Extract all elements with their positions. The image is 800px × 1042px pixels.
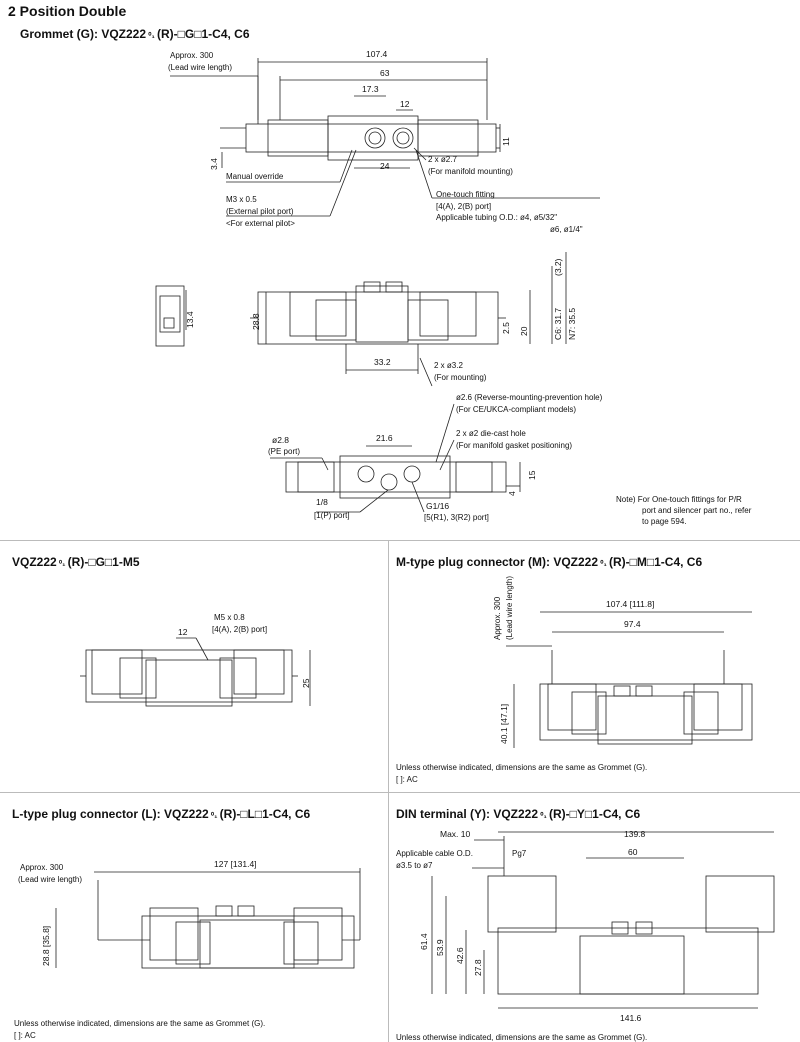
- grommet-title-tail: (R)-□G□1-C4, C6: [157, 27, 250, 41]
- dim-din-61: 61.4: [419, 933, 429, 950]
- dim-3-4: 3.4: [209, 158, 219, 170]
- dim-17-3: 17.3: [362, 84, 379, 94]
- label-for-mounting: (For mounting): [434, 373, 487, 382]
- grommet-title-sup: ⁰₁: [146, 31, 157, 40]
- mtype-title-head: M-type plug connector (M): VQZ222: [396, 555, 599, 569]
- dim-din-60: 60: [628, 847, 638, 857]
- label-g116: G1/16: [426, 501, 450, 511]
- ltype-approx: Approx. 300: [20, 863, 64, 872]
- dim-3-2: (3.2): [553, 258, 563, 276]
- din-title-tail: (R)-□Y□1-C4, C6: [549, 807, 641, 821]
- din-title: [396, 808, 640, 820]
- din-view: [432, 829, 774, 1008]
- note-line-3: to page 594.: [642, 517, 687, 526]
- grommet-bottom-view: [270, 404, 520, 512]
- dim-din-max10: Max. 10: [440, 829, 471, 839]
- m5-title-head: VQZ222: [12, 555, 57, 569]
- label-ce: (For CE/UKCA-compliant models): [456, 405, 577, 414]
- dim-12: 12: [400, 99, 410, 109]
- din-title-sup: ⁰₁: [538, 811, 549, 820]
- page-title: 2 Position Double: [8, 3, 127, 19]
- note-line-2: port and silencer part no., refer: [642, 506, 752, 515]
- label-m5: M5 x 0.8: [214, 613, 245, 622]
- label-ext-pilot: <For external pilot>: [226, 219, 295, 228]
- dim-13-4: 13.4: [185, 311, 195, 328]
- ltype-title-tail: (R)-□L□1-C4, C6: [219, 807, 311, 821]
- dim-m5-25: 25: [301, 678, 311, 688]
- mtype-note: Unless otherwise indicated, dimensions are the same as Grommet (G).: [396, 763, 648, 772]
- label-lead-length: (Lead wire length): [168, 63, 233, 72]
- ltype-lead: (Lead wire length): [18, 875, 83, 884]
- dim-n7: N7: 35.5: [567, 307, 577, 340]
- dim-21-6: 21.6: [376, 433, 393, 443]
- m5-view: [80, 638, 310, 706]
- m5-title: [12, 556, 140, 568]
- dim-15: 15: [527, 470, 537, 480]
- mtype-title: [396, 556, 702, 568]
- din-cable-2: ø3.5 to ø7: [396, 861, 433, 870]
- label-manual-override: Manual override: [226, 172, 284, 181]
- dim-din-141: 141.6: [620, 1013, 642, 1023]
- grommet-side-view: [156, 252, 566, 386]
- label-gasket: (For manifold gasket positioning): [456, 441, 573, 450]
- ltype-title: [12, 808, 310, 820]
- ltype-note: Unless otherwise indicated, dimensions are the same as Grommet (G).: [14, 1019, 266, 1028]
- dim-ltype-127: 127 [131.4]: [214, 859, 257, 869]
- label-p18: 1/8: [316, 497, 328, 507]
- dim-c6: C6: 31.7: [553, 307, 563, 340]
- label-pe-port: (PE port): [268, 447, 301, 456]
- dim-2-5: 2.5: [501, 322, 511, 334]
- dim-33-2: 33.2: [374, 357, 391, 367]
- label-tubing: Applicable tubing O.D.: ø4, ø5/32": [436, 213, 558, 222]
- label-2x-27: 2 x ø2.7: [428, 155, 457, 164]
- dim-63: 63: [380, 68, 390, 78]
- dim-mtype-97: 97.4: [624, 619, 641, 629]
- m-type-view: [506, 612, 752, 748]
- mtype-lead: (Lead wire length): [505, 575, 514, 640]
- dim-4: 4: [507, 491, 517, 496]
- label-m3: M3 x 0.5: [226, 195, 257, 204]
- mtype-title-sup: ⁰₁: [598, 559, 609, 568]
- label-ports-42: [4(A), 2(B) port]: [436, 202, 492, 211]
- dim-din-27: 27.8: [473, 959, 483, 976]
- l-type-view: [56, 868, 360, 968]
- label-tubing2: ø6, ø1/4": [550, 225, 583, 234]
- m5-title-sup: ⁰₁: [56, 559, 68, 568]
- label-manifold-mount: (For manifold mounting): [428, 167, 513, 176]
- label-ext-port: (External pilot port): [226, 207, 294, 216]
- label-d28: ø2.8: [272, 435, 290, 445]
- dim-ltype-28: 28.8 [35.8]: [41, 925, 51, 966]
- din-cable: Applicable cable O.D.: [396, 849, 473, 858]
- grommet-top-view: [170, 58, 600, 216]
- dim-m5-12: 12: [178, 627, 188, 637]
- label-approx-300: Approx. 300: [170, 51, 214, 60]
- m5-title-tail: (R)-□G□1-M5: [67, 555, 140, 569]
- label-d2: 2 x ø2 die-cast hole: [456, 429, 526, 438]
- label-m5-ports: [4(A), 2(B) port]: [212, 625, 268, 634]
- mtype-title-tail: (R)-□M□1-C4, C6: [608, 555, 703, 569]
- dim-din-139: 139.8: [624, 829, 646, 839]
- ltype-title-head: L-type plug connector (L): VQZ222: [12, 807, 209, 821]
- din-title-head: DIN terminal (Y): VQZ222: [396, 807, 539, 821]
- label-d26: ø2.6 (Reverse-mounting-prevention hole): [456, 393, 603, 402]
- dim-din-53: 53.9: [435, 939, 445, 956]
- din-pg7: Pg7: [512, 849, 527, 858]
- label-onetouch: One-touch fitting: [436, 190, 495, 199]
- note-line-1: Note) For One-touch fittings for P/R: [616, 495, 742, 504]
- dim-24: 24: [380, 161, 390, 171]
- grommet-title: [20, 28, 250, 40]
- dim-mtype-107: 107.4 [111.8]: [606, 599, 655, 609]
- dim-din-42: 42.6: [455, 947, 465, 964]
- dim-28-8: 28.8: [251, 313, 261, 330]
- label-r-port: [5(R1), 3(R2) port]: [424, 513, 489, 522]
- grommet-title-head: Grommet (G): VQZ222: [20, 27, 147, 41]
- dim-mtype-40: 40.1 [47.1]: [499, 703, 509, 744]
- dim-20: 20: [519, 326, 529, 336]
- mtype-approx: Approx. 300: [493, 596, 502, 640]
- label-2x-32: 2 x ø3.2: [434, 361, 463, 370]
- ltype-ac: [ ]: AC: [14, 1031, 36, 1040]
- label-p-port: [1(P) port]: [314, 511, 350, 520]
- dim-107-4: 107.4: [366, 49, 388, 59]
- ltype-title-sup: ⁰₁: [208, 811, 220, 820]
- din-note: Unless otherwise indicated, dimensions are the same as Grommet (G).: [396, 1033, 648, 1042]
- mtype-ac: [ ]: AC: [396, 775, 418, 784]
- dim-11: 11: [501, 137, 511, 146]
